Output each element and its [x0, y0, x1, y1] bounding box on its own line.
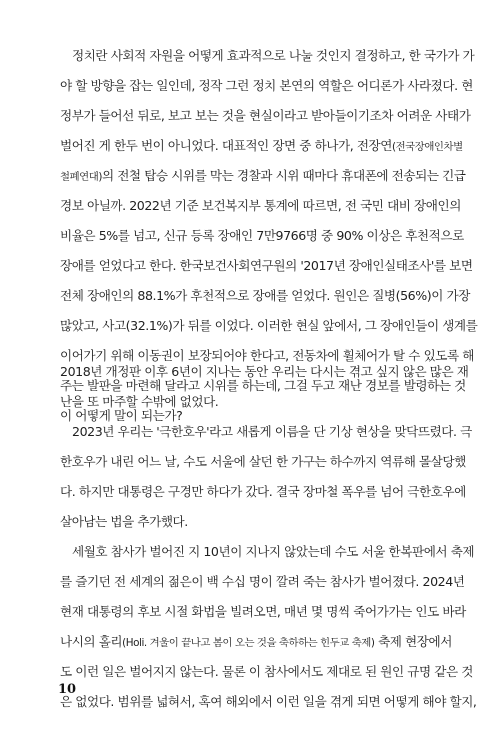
text-run: 현재 대통령의 후보 시절 화법을 빌려오면, 매년 몇 명씩 죽어가가는 인도 바라: [60, 604, 466, 619]
text-line: [60, 507, 441, 537]
text-line: [60, 191, 461, 221]
paragraph-disasters: [60, 357, 477, 717]
text-run: 이어가기 위해 이동권이 보장되어야 한다고, 전동차에 휠체어가 탈 수 있도록 해: [60, 348, 474, 363]
text-line: [60, 311, 478, 341]
text-run: 의 전철 탑승 시위를 막는 경찰과 시위 때마다 휴대폰에 전송되는 긴급: [101, 168, 466, 183]
text-run: 전체 장애인의 88.1%가 후천적으로 장애를 얻었다. 원인은 질병(56%)이 가장: [60, 288, 470, 303]
small-text-run: (Holi. 겨울이 끝나고 봄이 오는 것을 축하하는 힌두교 축제): [122, 637, 375, 649]
text-run: 세월호 참사가 벌어진 지 10년이 지나지 않았는데 수도 서울 한복판에서 축제: [72, 544, 475, 559]
text-line: [60, 417, 472, 447]
text-line: [60, 221, 464, 251]
text-line: [60, 281, 470, 311]
text-line: [60, 477, 466, 507]
text-line: [60, 447, 466, 477]
text-line: [60, 131, 463, 161]
text-run: 정부가 들어선 뒤로, 보고 보는 것을 현실이라고 받아들이기조차 어려운 사태가: [60, 108, 471, 123]
small-text-run: 철폐연대): [60, 171, 102, 183]
text-run: 이 어떻게 말이 되는가?: [60, 408, 183, 423]
text-line: [60, 161, 466, 191]
text-run: 많았고, 사고(32.1%)가 뒤를 이었다. 이러한 현실 앞에서, 그 장애인들이 생계를: [60, 318, 478, 333]
text-run: 주는 발판을 마련해 달라고 시위를 하는데, 그걸 두고 재난 경보를 발령하는 것: [60, 378, 466, 393]
text-run: 경보 아닐까. 2022년 기준 보건복지부 통계에 따르면, 전 국민 대비 장애인의: [60, 198, 461, 213]
text-run: 정치란 사회적 자원을 어떻게 효과적으로 나눌 것인지 결정하고, 한 국가가 가: [72, 48, 475, 63]
text-run: 장애를 얻었다고 한다. 한국보건사회연구원의 '2017년 장애인실태조사'를 보면: [60, 258, 473, 273]
text-run: 비율은 5%를 넘고, 신규 등록 장애인 7만9766명 중 90% 이상은 후천적으로: [60, 228, 464, 243]
text-run: 야 할 방향을 잡는 일인데, 정작 그런 정치 본연의 역할은 어디론가 사라졌다. 현: [60, 78, 473, 93]
text-line: [60, 251, 473, 281]
text-line: [60, 537, 475, 567]
text-line: [60, 567, 465, 597]
text-line: [60, 627, 452, 657]
text-line: [60, 657, 473, 687]
small-text-run: (전국장애인차별: [391, 141, 463, 153]
text-run: 난을 또 마주할 수밖에 없었다.: [60, 394, 219, 409]
text-line: [60, 387, 441, 417]
text-run: 한호우가 내린 어느 날, 수도 서울에 살던 한 가구는 하수까지 역류해 몰살당했: [60, 454, 466, 469]
text-run: 다. 하지만 대통령은 구경만 하다가 갔다. 결국 장마철 폭우를 넘어 극한호우에: [60, 484, 466, 499]
text-run: 은 없었다. 범위를 넓혀서, 혹여 해외에서 이런 일을 겪게 되면 어떻게 해야 할지,: [60, 694, 477, 709]
page-number: 10: [58, 682, 77, 697]
text-line: [60, 101, 471, 131]
text-line: [60, 687, 477, 717]
text-line: [60, 71, 473, 101]
text-run: 살아남는 법을 추가했다.: [60, 514, 188, 529]
text-run: 2018년 개정판 이후 6년이 지나는 동안 우리는 다시는 겪고 싶지 않은 많은 재: [60, 364, 469, 379]
text-line: [60, 597, 466, 627]
text-run: 2023년 우리는 '극한호우'라고 새롭게 이름을 단 기상 현상을 맞닥뜨렸다. 극: [72, 424, 472, 439]
text-line: [60, 357, 469, 387]
text-line: [60, 41, 475, 71]
text-run: 를 즐기던 전 세계의 젊은이 백 수십 명이 깔려 죽는 참사가 벌어졌다. 2024년: [60, 574, 465, 589]
text-run: 축제 현장에서: [374, 634, 452, 649]
text-run: 도 이런 일은 벌어지지 않는다. 물론 이 참사에서도 제대로 된 원인 규명 같은 것: [60, 664, 473, 679]
text-run: 벌어진 게 한두 번이 아니었다. 대표적인 장면 중 하나가, 전장연: [60, 138, 392, 153]
text-run: 나시의 홀리: [60, 634, 123, 649]
